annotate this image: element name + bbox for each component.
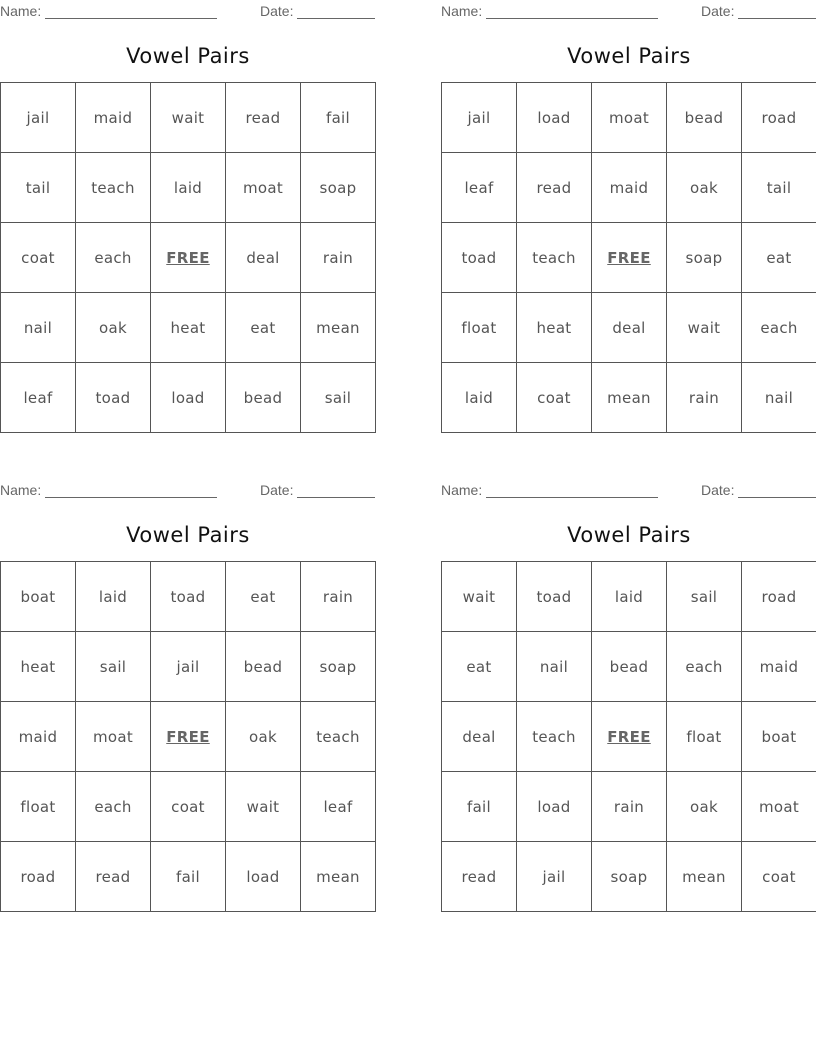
- bingo-cell[interactable]: jail: [151, 632, 226, 702]
- bingo-cell[interactable]: eat: [226, 293, 301, 363]
- bingo-cell[interactable]: load: [517, 772, 592, 842]
- bingo-cell[interactable]: eat: [742, 223, 816, 293]
- bingo-cell[interactable]: nail: [1, 293, 76, 363]
- bingo-cell[interactable]: toad: [517, 562, 592, 632]
- name-label: Name:: [0, 482, 42, 498]
- bingo-cell[interactable]: bead: [592, 632, 667, 702]
- bingo-cell[interactable]: float: [1, 772, 76, 842]
- bingo-cell[interactable]: rain: [301, 562, 376, 632]
- bingo-cell[interactable]: toad: [151, 562, 226, 632]
- bingo-cell[interactable]: teach: [76, 153, 151, 223]
- bingo-cell[interactable]: jail: [517, 842, 592, 912]
- name-label: Name:: [0, 3, 42, 19]
- bingo-cell[interactable]: moat: [742, 772, 816, 842]
- card-title: Vowel Pairs: [126, 523, 250, 547]
- bingo-cell[interactable]: laid: [76, 562, 151, 632]
- name-blank-line: [486, 496, 658, 498]
- bingo-cell[interactable]: maid: [742, 632, 816, 702]
- bingo-cell[interactable]: tail: [742, 153, 816, 223]
- name-blank-line: [486, 17, 658, 19]
- date-field[interactable]: [260, 3, 375, 19]
- bingo-cell[interactable]: each: [76, 772, 151, 842]
- name-date-row: [0, 0, 376, 22]
- bingo-cell[interactable]: moat: [592, 83, 667, 153]
- free-space-cell[interactable]: FREE: [151, 223, 226, 293]
- date-label: Date:: [701, 482, 735, 498]
- card-title: Vowel Pairs: [126, 44, 250, 68]
- date-blank-line: [738, 496, 816, 498]
- bingo-grid: [0, 561, 376, 912]
- date-blank-line: [297, 17, 375, 19]
- name-date-row: [441, 479, 816, 501]
- free-space-cell[interactable]: FREE: [592, 702, 667, 772]
- bingo-cell[interactable]: read: [226, 83, 301, 153]
- bingo-cell[interactable]: nail: [742, 363, 816, 433]
- bingo-cell[interactable]: load: [517, 83, 592, 153]
- bingo-cell[interactable]: oak: [226, 702, 301, 772]
- bingo-cell[interactable]: load: [226, 842, 301, 912]
- bingo-cell[interactable]: teach: [517, 702, 592, 772]
- bingo-cell[interactable]: soap: [667, 223, 742, 293]
- bingo-cell[interactable]: load: [151, 363, 226, 433]
- name-field[interactable]: [0, 482, 217, 498]
- bingo-cell[interactable]: soap: [301, 153, 376, 223]
- bingo-cell[interactable]: bead: [226, 363, 301, 433]
- free-space-cell[interactable]: FREE: [151, 702, 226, 772]
- bingo-cell[interactable]: coat: [151, 772, 226, 842]
- bingo-cell[interactable]: jail: [1, 83, 76, 153]
- free-space-cell[interactable]: FREE: [592, 223, 667, 293]
- bingo-cell[interactable]: coat: [742, 842, 816, 912]
- bingo-cell[interactable]: soap: [592, 842, 667, 912]
- bingo-grid: [441, 82, 816, 433]
- bingo-card-1: [0, 0, 376, 433]
- bingo-cell[interactable]: moat: [76, 702, 151, 772]
- bingo-cell[interactable]: maid: [592, 153, 667, 223]
- bingo-cell[interactable]: sail: [76, 632, 151, 702]
- bingo-cell[interactable]: soap: [301, 632, 376, 702]
- date-field[interactable]: [260, 482, 375, 498]
- bingo-cell[interactable]: float: [442, 293, 517, 363]
- card-title: Vowel Pairs: [567, 523, 691, 547]
- bingo-grid: [441, 561, 816, 912]
- bingo-cell[interactable]: toad: [442, 223, 517, 293]
- name-blank-line: [45, 17, 217, 19]
- date-label: Date:: [701, 3, 735, 19]
- bingo-cell[interactable]: maid: [1, 702, 76, 772]
- bingo-cell[interactable]: wait: [442, 562, 517, 632]
- bingo-cell[interactable]: bead: [226, 632, 301, 702]
- bingo-card-4: [441, 479, 816, 912]
- bingo-cell[interactable]: deal: [442, 702, 517, 772]
- bingo-cell[interactable]: mean: [301, 842, 376, 912]
- bingo-cell[interactable]: float: [667, 702, 742, 772]
- name-label: Name:: [441, 3, 483, 19]
- bingo-cell[interactable]: rain: [592, 772, 667, 842]
- name-field[interactable]: [0, 3, 217, 19]
- bingo-cell[interactable]: boat: [1, 562, 76, 632]
- bingo-cell[interactable]: read: [442, 842, 517, 912]
- bingo-cell[interactable]: fail: [301, 83, 376, 153]
- bingo-cell[interactable]: oak: [667, 153, 742, 223]
- bingo-cell[interactable]: leaf: [1, 363, 76, 433]
- date-blank-line: [738, 17, 816, 19]
- bingo-cell[interactable]: eat: [442, 632, 517, 702]
- bingo-cell[interactable]: leaf: [442, 153, 517, 223]
- bingo-cell[interactable]: fail: [151, 842, 226, 912]
- bingo-cell[interactable]: jail: [442, 83, 517, 153]
- bingo-cell[interactable]: nail: [517, 632, 592, 702]
- bingo-cell[interactable]: tail: [1, 153, 76, 223]
- date-field[interactable]: [701, 3, 816, 19]
- bingo-cell[interactable]: road: [742, 83, 816, 153]
- bingo-cell[interactable]: deal: [226, 223, 301, 293]
- bingo-cell[interactable]: maid: [76, 83, 151, 153]
- date-label: Date:: [260, 482, 294, 498]
- bingo-cell[interactable]: toad: [76, 363, 151, 433]
- bingo-cell[interactable]: wait: [226, 772, 301, 842]
- bingo-card-2: [441, 0, 816, 433]
- bingo-cell[interactable]: leaf: [301, 772, 376, 842]
- bingo-cell[interactable]: oak: [76, 293, 151, 363]
- bingo-cell[interactable]: deal: [592, 293, 667, 363]
- bingo-cell[interactable]: sail: [301, 363, 376, 433]
- bingo-cell[interactable]: heat: [151, 293, 226, 363]
- bingo-cell[interactable]: read: [517, 153, 592, 223]
- bingo-cell[interactable]: read: [76, 842, 151, 912]
- name-label: Name:: [441, 482, 483, 498]
- bingo-cell[interactable]: wait: [151, 83, 226, 153]
- name-date-row: [441, 0, 816, 22]
- card-title: Vowel Pairs: [567, 44, 691, 68]
- date-field[interactable]: [701, 482, 816, 498]
- bingo-cell[interactable]: teach: [301, 702, 376, 772]
- bingo-cell[interactable]: rain: [667, 363, 742, 433]
- bingo-cell[interactable]: road: [1, 842, 76, 912]
- bingo-cell[interactable]: bead: [667, 83, 742, 153]
- bingo-cell[interactable]: mean: [301, 293, 376, 363]
- bingo-cell[interactable]: coat: [1, 223, 76, 293]
- bingo-cell[interactable]: laid: [442, 363, 517, 433]
- bingo-cell[interactable]: teach: [517, 223, 592, 293]
- bingo-grid: [0, 82, 376, 433]
- bingo-cell[interactable]: moat: [226, 153, 301, 223]
- bingo-cell[interactable]: each: [742, 293, 816, 363]
- bingo-cell[interactable]: wait: [667, 293, 742, 363]
- bingo-card-3: [0, 479, 376, 912]
- bingo-cell[interactable]: oak: [667, 772, 742, 842]
- bingo-cell[interactable]: laid: [592, 562, 667, 632]
- bingo-cell[interactable]: coat: [517, 363, 592, 433]
- bingo-cell[interactable]: road: [742, 562, 816, 632]
- bingo-cell[interactable]: each: [76, 223, 151, 293]
- bingo-cell[interactable]: each: [667, 632, 742, 702]
- bingo-cell[interactable]: mean: [592, 363, 667, 433]
- bingo-cell[interactable]: laid: [151, 153, 226, 223]
- name-field[interactable]: [441, 482, 658, 498]
- date-blank-line: [297, 496, 375, 498]
- bingo-cell[interactable]: heat: [1, 632, 76, 702]
- bingo-cell[interactable]: fail: [442, 772, 517, 842]
- bingo-cell[interactable]: rain: [301, 223, 376, 293]
- name-date-row: [0, 479, 376, 501]
- name-blank-line: [45, 496, 217, 498]
- date-label: Date:: [260, 3, 294, 19]
- name-field[interactable]: [441, 3, 658, 19]
- bingo-cell[interactable]: sail: [667, 562, 742, 632]
- bingo-cell[interactable]: eat: [226, 562, 301, 632]
- bingo-cell[interactable]: mean: [667, 842, 742, 912]
- bingo-cell[interactable]: boat: [742, 702, 816, 772]
- bingo-cell[interactable]: heat: [517, 293, 592, 363]
